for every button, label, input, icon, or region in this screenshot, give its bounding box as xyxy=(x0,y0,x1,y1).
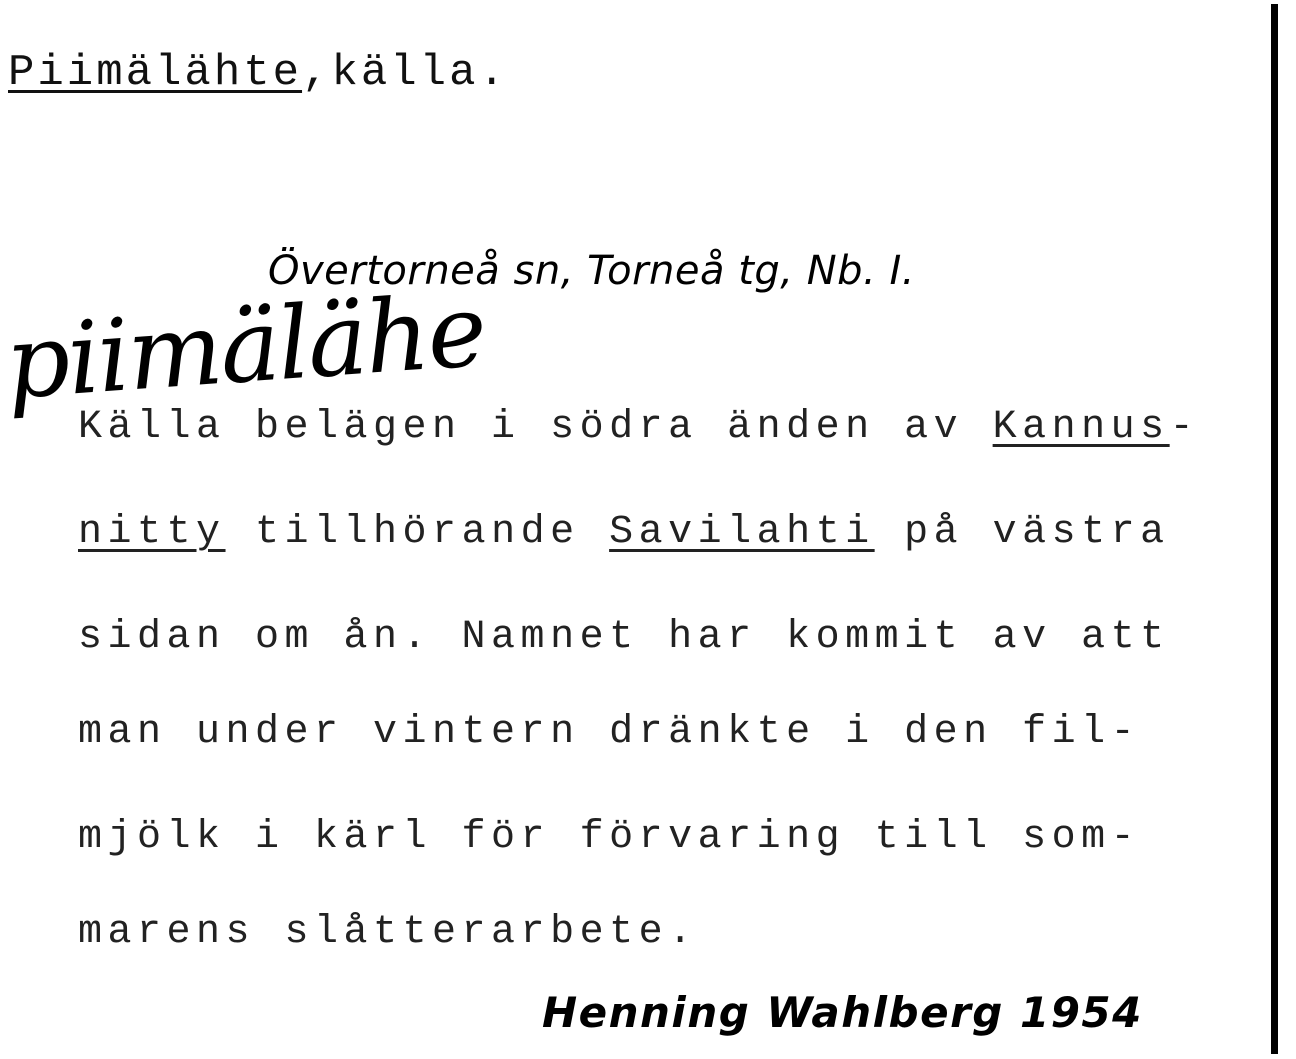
text-line-6: marens slåtterarbete. xyxy=(78,910,698,955)
location-stamp: Övertorneå sn, Torneå tg, Nb. I. xyxy=(268,248,915,294)
headword-line xyxy=(8,48,508,98)
text-line-2: nitty tillhörande Savilahti på västra xyxy=(78,510,1170,555)
signature: Henning Wahlberg 1954 xyxy=(542,988,1143,1037)
place-name-savilahti: Savilahti xyxy=(609,510,875,555)
place-name-nitty: nitty xyxy=(78,510,226,555)
text-line-1: Källa belägen i södra änden av Kannus- xyxy=(78,405,1200,450)
handwritten-form: piimälähe xyxy=(1,271,489,422)
text-line-4: man under vintern dränkte i den fil- xyxy=(78,710,1141,755)
card-edge-line xyxy=(1271,4,1278,1054)
text-line-3: sidan om ån. Namnet har kommit av att xyxy=(78,615,1170,660)
place-name-kannus: Kannus xyxy=(992,405,1170,450)
headword-gloss: ,källa. xyxy=(302,48,508,98)
headword: Piimälähte xyxy=(8,48,303,98)
text-line-5: mjölk i kärl för förvaring till som- xyxy=(78,815,1141,860)
